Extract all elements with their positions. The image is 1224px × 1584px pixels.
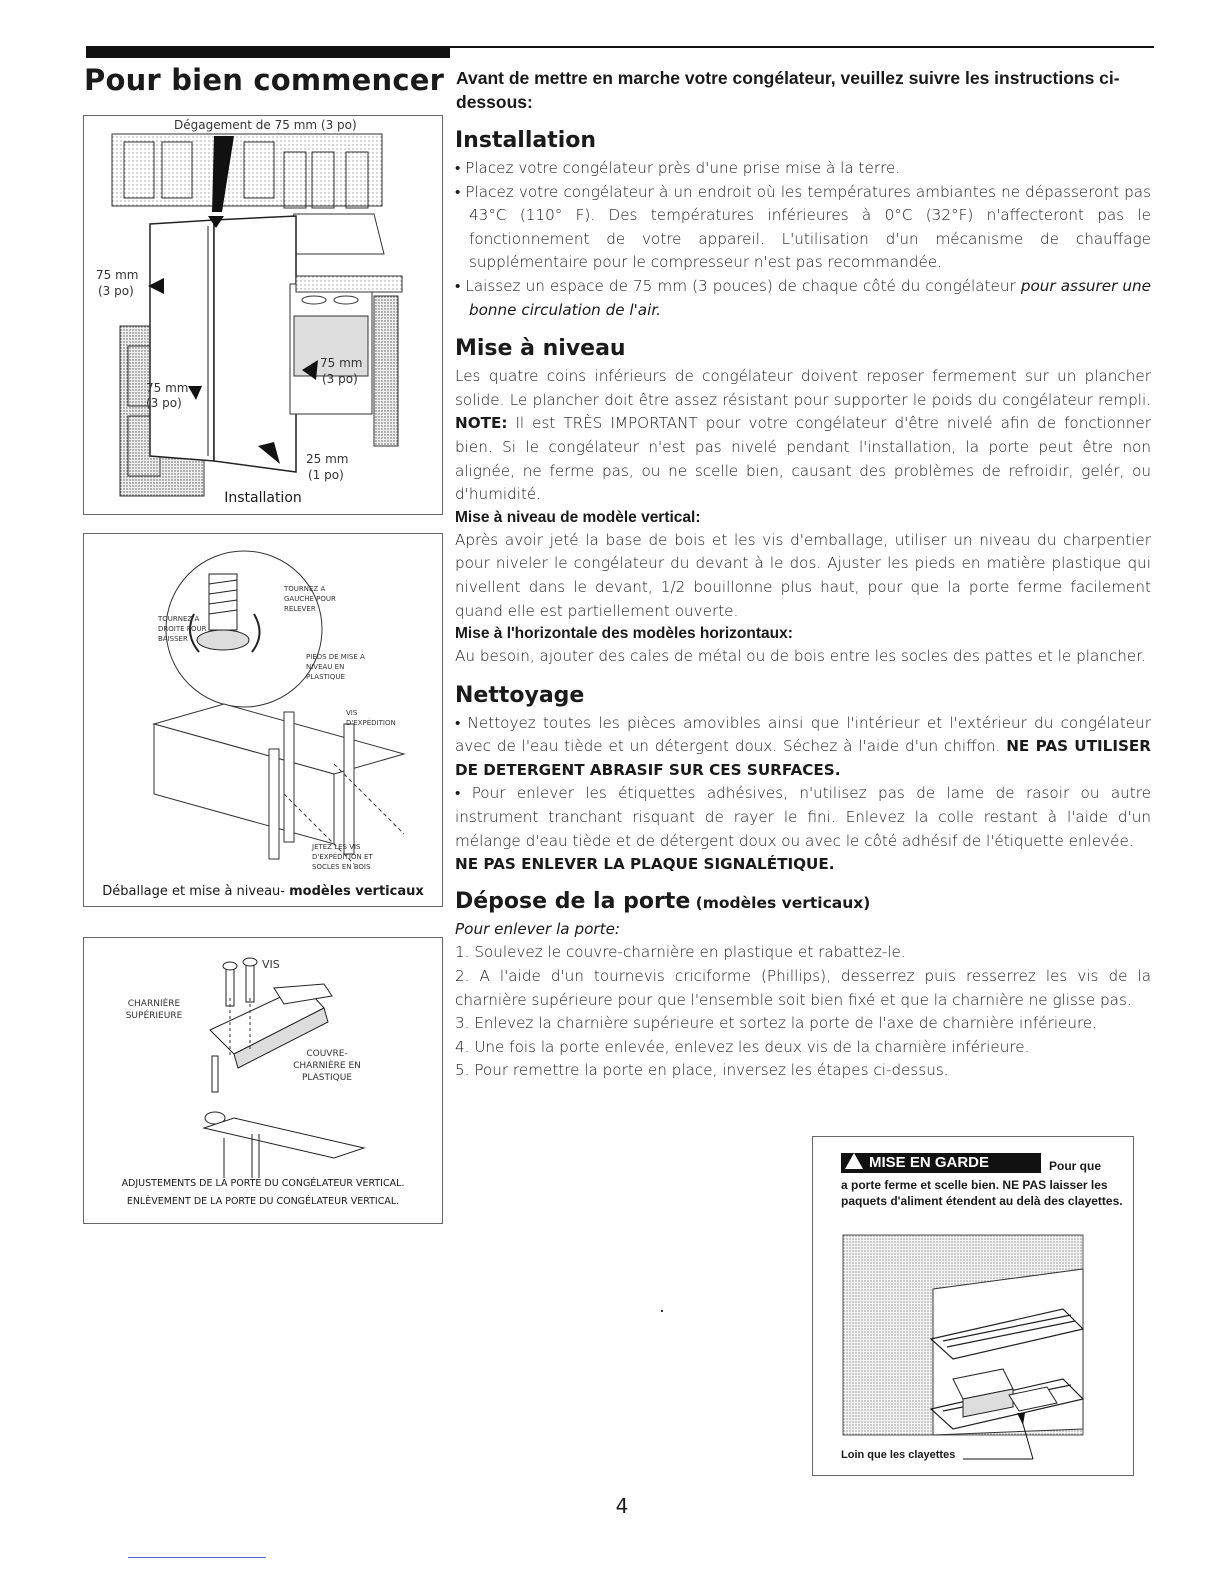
hinge-cover-label: COUVRE-CHARNIÈRE EN PLASTIQUE xyxy=(293,1049,361,1083)
shelf-illustration xyxy=(813,1229,1133,1469)
leveling-p1-text: Les quatre coins inférieurs de congélateur doivent reposer fermement sur un plancher solide. Le plancher doit être assez résistant pour supporter le poids du congélateur rempli. xyxy=(455,367,1151,409)
leveling-figure xyxy=(83,533,443,907)
warning-text: a porte ferme et scelle bien. NE PAS laisser les paquets d'aliment étendent au delà des clayettes. xyxy=(841,1178,1123,1208)
installation-section xyxy=(455,128,1151,322)
clearance-mid-label-1: 75 mm xyxy=(146,381,189,395)
title-rule-thin xyxy=(450,46,1154,48)
door-removal-heading-small: (modèles verticaux) xyxy=(690,893,871,912)
leveling-paragraph-2: Après avoir jeté la base de bois et les vis d'emballage, utiliser un niveau du charpentier pour niveler le congélateur du devant à le dos. Ajuster les pieds en matière plastique qui nivellent dans le devant, 1/2 bouillonne plus haut, pour que la porte ferme facilement quand elle est partiellement ouverte. xyxy=(455,530,1151,620)
door-removal-heading xyxy=(455,889,1151,914)
cleaning-p1-text: • Nettoyez toutes les pièces amovibles ainsi que l'intérieur et l'extérieur du congélateur avec de l'eau tiède et un détergent doux. Séchez à l'aide d'un chiffon. xyxy=(455,713,1151,756)
shelf-label: Loin que les clayettes xyxy=(841,1449,956,1461)
cleaning-paragraph-2-bold: NE PAS ENLEVER LA PLAQUE SIGNALÉTIQUE. xyxy=(455,855,835,874)
page-title: Pour bien commencer xyxy=(84,63,445,97)
screws-label: VIS xyxy=(262,958,280,971)
installation-heading: Installation xyxy=(455,128,597,153)
door-caption-1: ADJUSTEMENTS DE LA PORTE DU CONGÉLATEUR VERTICAL. xyxy=(121,1178,405,1189)
horizontal-leveling-subheading: Mise à l'horizontale des modèles horizontaux: xyxy=(455,625,793,643)
title-rule-thick xyxy=(86,46,450,58)
warning-text-start: Pour que xyxy=(1049,1159,1102,1173)
clearance-bottom-label-1: 25 mm xyxy=(306,452,349,466)
door-removal-lead: Pour enlever la porte: xyxy=(455,919,621,938)
door-caption-2: ENLÈVEMENT DE LA PORTE DU CONGÉLATEUR VERTICAL. xyxy=(126,1196,400,1207)
vertical-leveling-subheading: Mise à niveau de modèle vertical: xyxy=(455,508,701,526)
installation-illustration xyxy=(84,116,442,514)
cleaning-heading: Nettoyage xyxy=(455,682,585,708)
door-step-4: 4. Une fois la porte enlevée, enlevez les deux vis de la charnière inférieure. xyxy=(455,1037,1030,1056)
clearance-left-label-1: 75 mm xyxy=(96,268,139,282)
door-removal-section xyxy=(455,889,1151,1083)
clearance-bottom-label-2: (1 po) xyxy=(308,468,344,482)
warning-badge-label: MISE EN GARDE xyxy=(869,1154,990,1171)
installation-bullet-3-italic: pour assurer une bonne circulation de l'air. xyxy=(469,276,1151,319)
page-number: 4 xyxy=(615,1494,629,1518)
clearance-right-label-1: 75 mm xyxy=(320,356,363,370)
bottom-link-line xyxy=(128,1557,266,1558)
door-step-1: 1. Soulevez le couvre-charnière en plastique et rabattez-le. xyxy=(455,943,906,962)
shipping-screws-label: VIS D'EXPÉDITION xyxy=(346,709,396,727)
installation-bullet-3-text: • Laissez un espace de 75 mm (3 pouces) de chaque côté du congélateur xyxy=(455,276,1021,295)
leveling-caption-bold: modèles verticaux xyxy=(289,884,424,899)
main-column xyxy=(455,128,1151,1092)
cleaning-p1-bold: NE PAS UTILISER DE DETERGENT ABRASIF SUR CES SURFACES. xyxy=(455,737,1151,779)
turn-lower-label: TOURNEZ A DROITE POUR BAISSER xyxy=(158,615,207,643)
turn-raise-label: TOURNEZ A GAUCHE POUR RELEVER xyxy=(284,585,336,613)
door-hinge-figure xyxy=(83,937,443,1224)
installation-bullet-1: • Placez votre congélateur près d'une prise mise à la terre. xyxy=(455,159,901,177)
discard-screws-label: JETEZ LES VIS D'EXPÉDITION ET SOCLES EN BOIS xyxy=(312,843,373,871)
warning-box xyxy=(812,1136,1134,1476)
leveling-caption-prefix: Déballage et mise à niveau- xyxy=(102,884,290,899)
leveling-section xyxy=(455,336,1151,669)
intro-text: Avant de mettre en marche votre congélateur, veuillez suivre les instructions ci-dessous: xyxy=(456,68,1120,112)
door-step-5: 5. Pour remettre la porte en place, inversez les étapes ci-dessus. xyxy=(455,1061,949,1080)
installation-figure xyxy=(83,115,443,515)
cleaning-paragraph-2: • Pour enlever les étiquettes adhésives, n'utilisez pas de lame de rasoir ou autre instrument tranchant risquant de rayer le fini. Enlevez la colle restant à l'aide d'un mélange d'eau tiède et de détergent doux ou avec le côté adhésif de l'étiquette enlevée. xyxy=(455,784,1151,850)
upper-hinge-label: CHARNIÈRE SUPÉRIEURE xyxy=(125,999,183,1021)
warning-icon xyxy=(845,1153,863,1169)
door-step-3: 3. Enlevez la charnière supérieure et sortez la porte de l'axe de charnière inférieure. xyxy=(455,1014,1098,1033)
door-removal-heading-text: Dépose de la porte xyxy=(455,888,691,914)
leveling-heading: Mise à niveau xyxy=(455,336,626,362)
leveling-p1-end: Il est TRÈS IMPORTANT pour votre congélateur d'être nivelé afin de fonctionner bien. Si le congélateur n'est pas nivelé pendant l'installation, la porte peut être non alignée, ne ferme pas, ou ne scelle bien, causant des problèmes de refroidir, gelér, ou d'humidité. xyxy=(455,414,1151,504)
installation-caption: Installation xyxy=(224,490,302,506)
warning-badge xyxy=(841,1153,1041,1173)
leveling-caption xyxy=(84,884,442,899)
clearance-right-label-2: (3 po) xyxy=(322,372,358,386)
cleaning-section xyxy=(455,683,1151,877)
clearance-top-label: Dégagement de 75 mm (3 po) xyxy=(174,118,357,132)
clearance-left-label-2: (3 po) xyxy=(98,284,134,298)
installation-bullet-2: • Placez votre congélateur à un endroit où les températures ambiantes ne dépasseront pas 43°C (110° F). Des températures inférieures à 0°C (32°F) n'affecteront pas le fonctionnement de votre appareil. L'utilisation d'un mécanisme de chauffage supplémentaire pour le compresseur n'est pas recommandée. xyxy=(455,182,1151,272)
installation-bullet-3 xyxy=(455,275,1151,322)
leveling-feet-label: PIEDS DE MISE A NIVEAU EN PLASTIQUE xyxy=(306,653,365,681)
leveling-paragraph-1 xyxy=(455,365,1151,507)
leveling-paragraph-3: Au besoin, ajouter des cales de métal ou de bois entre les socles des pattes et le plancher. xyxy=(455,647,1146,666)
cleaning-paragraph-1 xyxy=(455,712,1151,783)
door-step-2: 2. A l'aide d'un tournevis criciforme (Phillips), desserrez puis resserrez les vis de la charnière supérieure pour que l'ensemble soit bien fixé et que la charnière ne glisse pas. xyxy=(455,967,1151,1009)
clearance-mid-label-2: (3 po) xyxy=(146,396,182,410)
stray-dot xyxy=(661,1310,663,1312)
note-label: NOTE: xyxy=(455,414,508,433)
